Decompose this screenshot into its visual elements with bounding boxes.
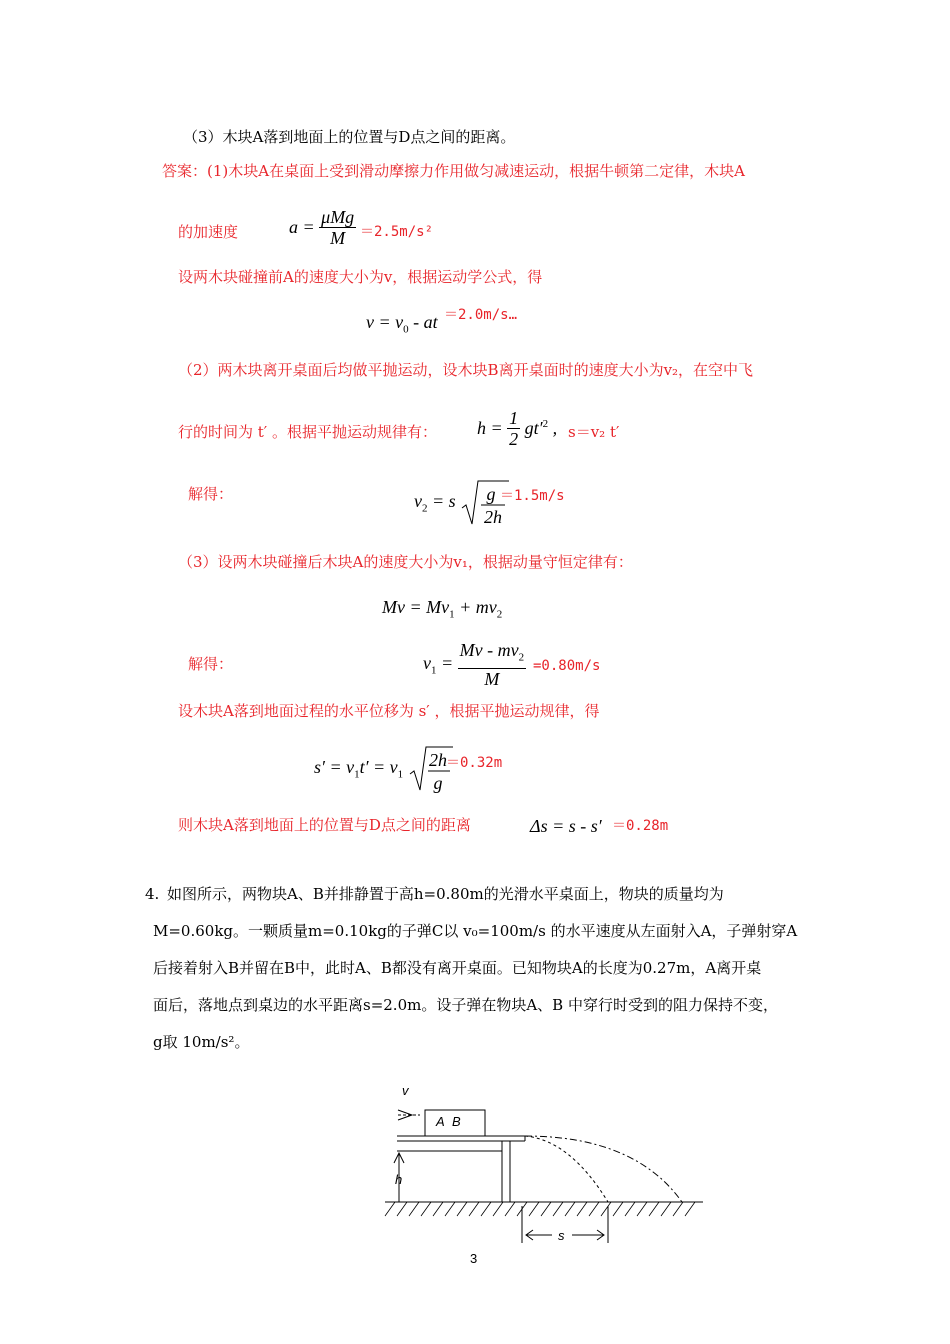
accel-result: ＝2.5m/s² bbox=[360, 224, 434, 240]
answer-line-11: 设木块A落到地面过程的水平位移为 s′ ，根据平抛运动规律，得 bbox=[178, 702, 600, 720]
formula-height: h = $\frac{1}{2}$ $gt'^2$ , bbox=[477, 408, 558, 449]
svg-text:2h: 2h bbox=[484, 507, 503, 527]
block-a-label: A bbox=[436, 1114, 445, 1129]
formula-delta-s: Δs = s - s′ bbox=[530, 816, 602, 836]
q4-line-5: g取 10m/s²。 bbox=[153, 1033, 250, 1051]
answer-line-13: 则木块A落到地面上的位置与D点之间的距离 bbox=[178, 816, 471, 834]
svg-text:g: g bbox=[433, 773, 443, 793]
block-b-label: B bbox=[452, 1114, 461, 1129]
svg-text:g: g bbox=[486, 484, 496, 504]
answer-line-1: 答案：(1)木块A在桌面上受到滑动摩擦力作用做匀减速运动，根据牛顿第二定律，木块A bbox=[162, 162, 745, 180]
bullet-arrow bbox=[398, 1110, 420, 1120]
svg-text:2h: 2h bbox=[428, 750, 447, 770]
table-blocks-diagram bbox=[380, 1078, 710, 1248]
distance-label: s bbox=[558, 1228, 565, 1243]
distance-arrow bbox=[522, 1206, 608, 1243]
answer-line-6: 行的时间为 t′ 。根据平抛运动规律有： bbox=[178, 423, 437, 441]
formula-momentum: $Mv = Mv_1 + mv_2$ bbox=[382, 597, 503, 621]
v2-result: ＝1.5m/s bbox=[500, 488, 565, 504]
trajectory-b bbox=[525, 1136, 682, 1202]
q4-number: 4. bbox=[145, 885, 160, 903]
solve-label-2: 解得： bbox=[188, 655, 234, 673]
height-label: h bbox=[395, 1172, 403, 1187]
q4-line-2: M=0.60kg。一颗质量m=0.10kg的子弹C以 v₀=100m/s 的水平速度从左面射入A，子弹射穿A bbox=[153, 922, 798, 940]
answer-line-5: （2）两木块离开桌面后均做平抛运动，设木块B离开桌面时的速度大小为v₂，在空中飞 bbox=[178, 361, 754, 379]
s-prime-result: ＝0.32m bbox=[446, 755, 503, 771]
formula-acceleration: a = $\frac{\text{μMg}}{M}$ bbox=[289, 207, 355, 248]
q4-line-4: 面后，落地点到桌边的水平距离s=2.0m。设子弹在物块A、B 中穿行时受到的阻力保持不变， bbox=[153, 996, 778, 1014]
q4-line-3: 后接着射入B并留在B中，此时A、B都没有离开桌面。已知物块A的长度为0.27m，A离开桌 bbox=[153, 959, 762, 977]
velocity-result: ＝2.0m/s… bbox=[444, 307, 518, 323]
table bbox=[397, 1136, 525, 1202]
trajectory-a bbox=[525, 1136, 608, 1202]
q4-line-1: 如图所示，两物块A、B并排静置于高h=0.80m的光滑水平桌面上，物块的质量均为 bbox=[167, 885, 724, 903]
ground bbox=[385, 1202, 703, 1216]
answer-line-8: （3）设两木块碰撞后木块A的速度大小为v₁，根据动量守恒定律有： bbox=[178, 553, 633, 571]
answer-line-3: 设两木块碰撞前A的速度大小为v，根据运动学公式，得 bbox=[178, 268, 543, 286]
q3-prompt: （3）木块A落到地面上的位置与D点之间的距离。 bbox=[183, 128, 516, 146]
formula-v2: $v_2 = s$ g 2h bbox=[414, 478, 510, 528]
solve-label-1: 解得： bbox=[188, 485, 234, 503]
horizontal-distance-formula: s＝v₂ t′ bbox=[568, 423, 620, 441]
velocity-label: v bbox=[402, 1083, 409, 1098]
delta-s-result: ＝0.28m bbox=[612, 818, 669, 834]
answer-accel-label: 的加速度 bbox=[178, 223, 239, 241]
formula-velocity: $v = v_0$ - at bbox=[366, 312, 438, 336]
formula-s-prime: $s' = v_1t' = v_1$ 2h g bbox=[314, 744, 454, 794]
v1-result: =0.80m/s bbox=[533, 658, 601, 674]
page-number: 3 bbox=[470, 1251, 478, 1266]
formula-v1: $v_1$ = $\frac{Mv - mv_2}{M}$ bbox=[423, 640, 525, 689]
